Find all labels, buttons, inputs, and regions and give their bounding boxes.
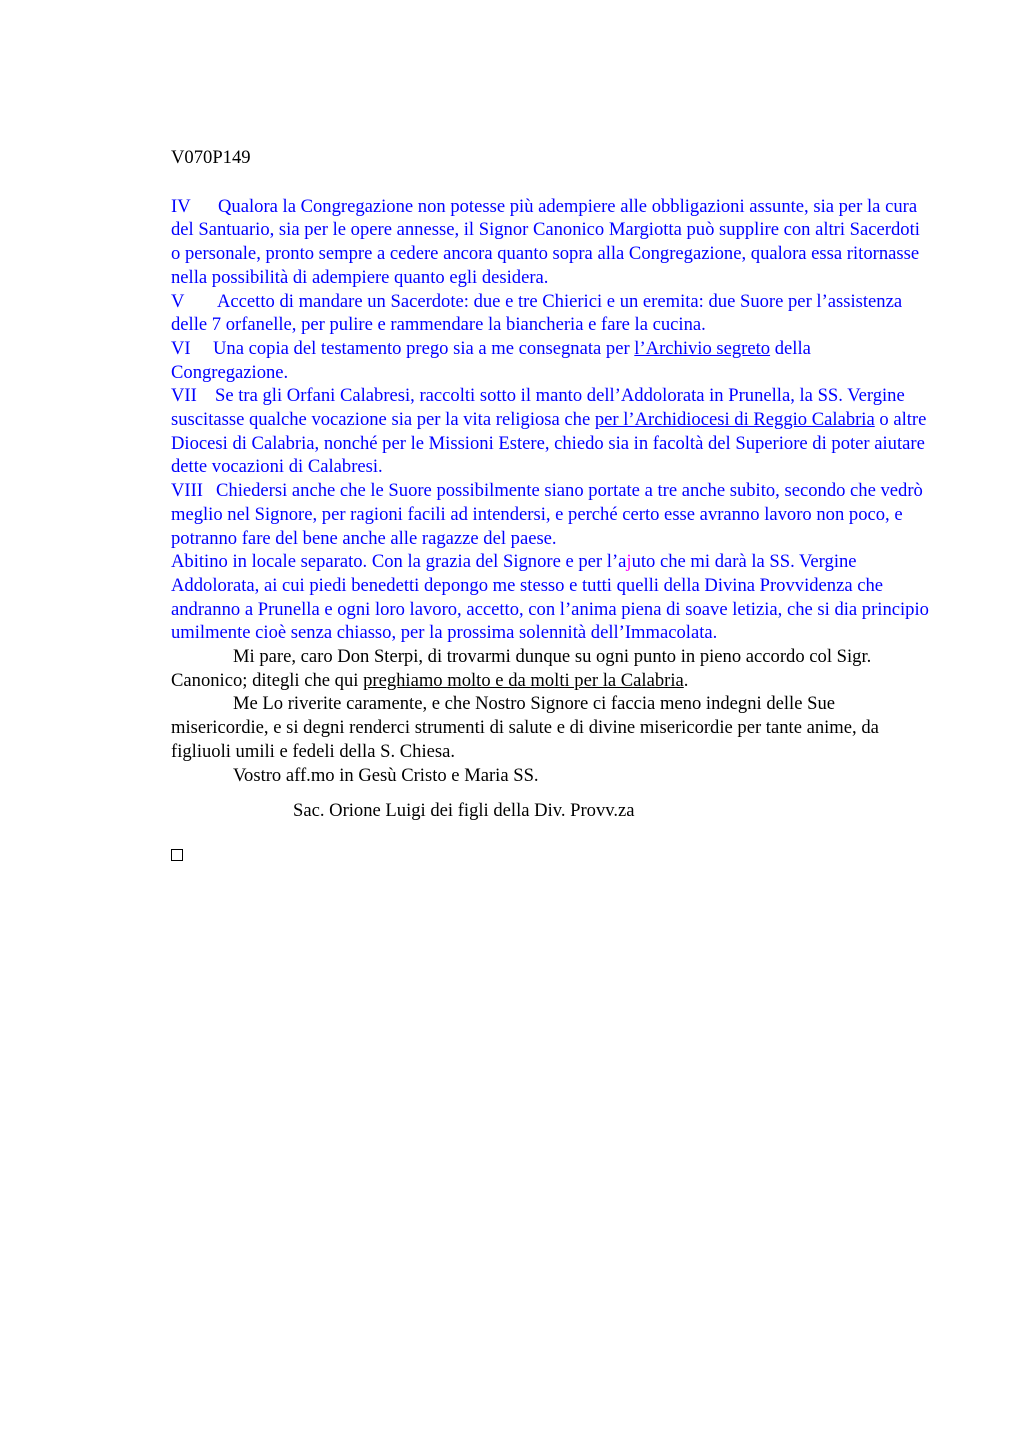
underlined-text: l’Archivio segreto bbox=[634, 337, 771, 359]
section-vii bbox=[171, 384, 931, 479]
section-text: Una copia del testamento prego sia a me consegnata per bbox=[213, 337, 635, 359]
section-v bbox=[171, 290, 931, 337]
closing-paragraph-2: Me Lo riverite caramente, e che Nostro Signore ci faccia meno indegni delle Sue misericordie, e si degni renderci strumenti di salute e di divine misericordie per tante anime, da figliuoli umili e fedeli della S. Chiesa. bbox=[171, 693, 879, 762]
section-number: VII bbox=[171, 385, 197, 407]
section-iv bbox=[171, 195, 931, 290]
section-number: VI bbox=[171, 337, 191, 359]
closing-paragraph-1 bbox=[171, 645, 931, 692]
highlighted-letter: j bbox=[626, 551, 632, 573]
section-text: o altre Diocesi di Calabria, nonché per le Missioni Estere, chiedo sia in facoltà del Superiore di poter aiutare dette vocazioni di Calabresi. bbox=[171, 409, 927, 478]
section-number: V bbox=[171, 290, 185, 312]
section-text: Accetto di mandare un Sacerdote: due e tre Chierici e un eremita: due Suore per l’assistenza delle 7 orfanelle, per pulire e rammendare la biancheria e fare la cucina. bbox=[171, 290, 903, 336]
section-abitino bbox=[171, 550, 931, 645]
section-text: uto che mi darà la SS. Vergine Addolorata, ai cui piedi benedetti depongo me stesso e tutti quelli della Divina Provvidenza che andranno a Prunella e ogni loro lavoro, accetto, con l’anima piena di soave letizia, che si dia principio umilmente cioè senza chiasso, per la prossima solennità dell’Immacolata. bbox=[171, 551, 929, 644]
paragraph-text: . bbox=[683, 669, 689, 691]
section-number: VIII bbox=[171, 480, 204, 502]
section-text: Chiedersi anche che le Suore possibilmente siano portate a tre anche subito, secondo che vedrò meglio nel Signore, per ragioni facili ad intendersi, e perché certo esse avranno lavoro non poco, e potranno fare del bene anche alle ragazze del paese. bbox=[171, 480, 923, 549]
closing-paragraph-3: Vostro aff.mo in Gesù Cristo e Maria SS. bbox=[233, 764, 539, 786]
signature: Sac. Orione Luigi dei figli della Div. Provv.za bbox=[293, 800, 635, 822]
section-text: Se tra gli Orfani Calabresi, raccolti sotto il manto dell’Addolorata in Prunella, la SS. Vergine suscitasse qualche vocazione sia per la vita religiosa che bbox=[171, 385, 905, 431]
section-text: della Congregazione. bbox=[171, 337, 811, 383]
end-box-icon bbox=[171, 849, 183, 861]
underlined-text: preghiamo molto e da molti per la Calabria bbox=[363, 669, 684, 691]
section-viii bbox=[171, 479, 931, 550]
document-page bbox=[171, 146, 931, 861]
section-text: Abitino in locale separato. Con la grazia del Signore e per l’a bbox=[171, 551, 627, 573]
section-vi bbox=[171, 337, 931, 384]
paragraph-text: Mi pare, caro Don Sterpi, di trovarmi dunque su ogni punto in pieno accordo col Sigr. Canonico; ditegli che qui bbox=[171, 646, 872, 691]
underlined-text: per l’Archidiocesi di Reggio Calabria bbox=[594, 409, 875, 431]
document-id: V070P149 bbox=[171, 147, 251, 168]
section-number: IV bbox=[171, 195, 191, 217]
section-text: Qualora la Congregazione non potesse più adempiere alle obbligazioni assunte, sia per la cura del Santuario, sia per le opere annesse, il Signor Canonico Margiotta può supplire con altri Sacerdoti o personale, pronto sempre a cedere ancora quanto sopra alla Congregazione, qualora essa ritornasse nella possibilità di adempiere quanto egli desidera. bbox=[171, 195, 920, 288]
